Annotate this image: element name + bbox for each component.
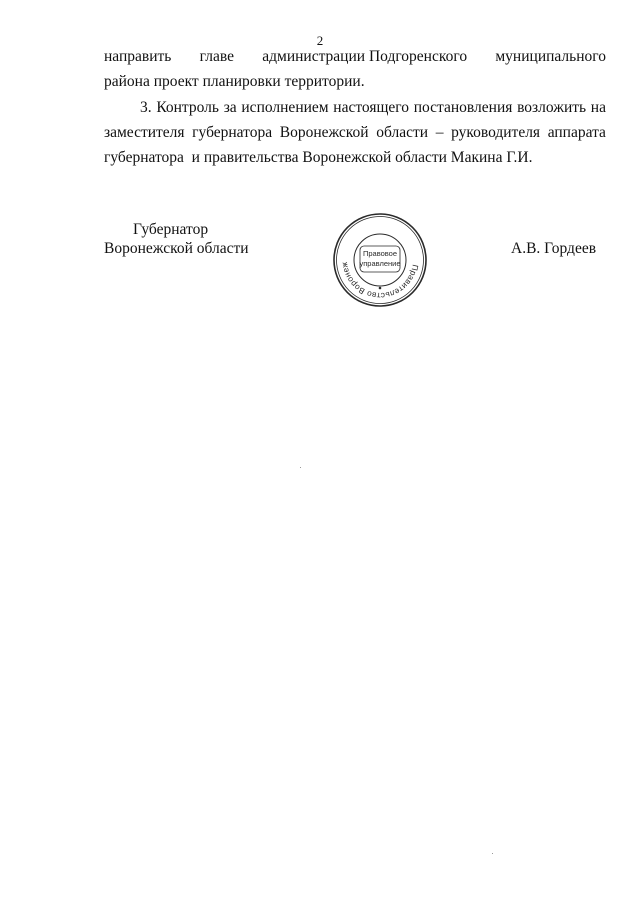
word: за [223,99,237,116]
stamp-bottom-dot [379,287,382,290]
word: главе [199,48,234,65]
signature-name: А.В. Гордеев [511,240,597,257]
word: 3. [140,99,152,116]
stamp-center-line-2: управление [359,259,401,268]
word: администрации Подгоренского [262,48,468,65]
word: руководителя [451,124,541,141]
paragraph-line-3 [140,98,606,118]
scan-speck [300,467,301,468]
word: Воронежской [279,124,369,141]
word: аппарата [547,124,606,141]
word: возложить [517,99,587,116]
stamp-ring-text: Правительство Воронеж [339,261,420,301]
signature-title-line-2: Воронежской области [104,240,249,257]
word: исполнением [241,99,329,116]
scan-speck [492,853,493,854]
word: постановления [413,99,513,116]
word: губернатора [192,124,273,141]
word: настоящего [333,99,410,116]
word: муниципального [495,48,606,65]
signature-title-line-1: Губернатор [133,221,209,238]
paragraph-line-2: района проект планировки территории. [104,73,365,90]
official-stamp [330,210,430,310]
stamp-center-line-1: Правовое [362,249,398,258]
stamp-svg [330,210,430,310]
word: заместителя [104,124,185,141]
paragraph-line-5: губернатора и правительства Воронежской области Макина Г.И. [104,149,533,166]
paragraph-line-1 [104,47,606,67]
word: направить [104,48,172,65]
page-number: 2 [316,33,324,48]
word: Контроль [156,99,219,116]
word: – [435,124,444,141]
word: области [376,124,429,141]
word: на [590,99,606,116]
paragraph-line-4 [104,123,606,143]
